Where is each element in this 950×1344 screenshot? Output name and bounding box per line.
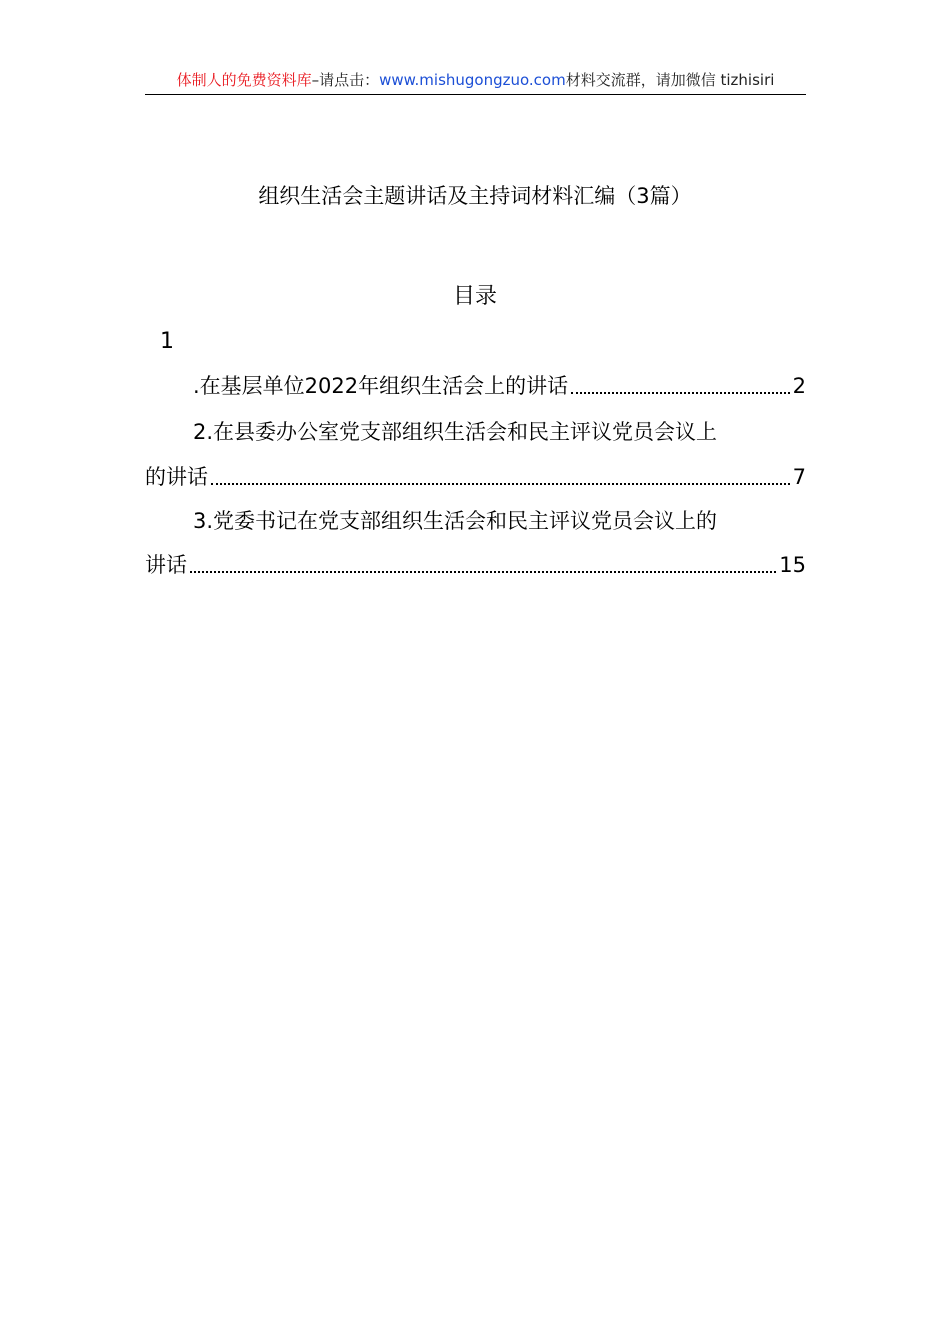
header-prompt: –请点击：: [311, 71, 380, 89]
toc-leader-dots: [571, 391, 790, 394]
toc-entry-2-line2[interactable]: [145, 461, 806, 493]
toc-entry-3-title-cont: 讲话: [145, 553, 187, 577]
toc-entry-2-line1[interactable]: [145, 416, 806, 448]
toc-leader-dots: [190, 570, 776, 573]
toc-entry-1-title: .在基层单位2022年组织生活会上的讲话: [193, 374, 569, 398]
toc-leader-dots: [211, 482, 790, 485]
toc-entry-3-line2[interactable]: [145, 549, 806, 581]
toc-heading: 目录: [452, 284, 497, 309]
toc-entry-2-title-cont: 的讲话: [145, 465, 208, 489]
header-brand: 体制人的免费资料库: [176, 71, 312, 89]
toc-entry-1[interactable]: [145, 370, 806, 402]
header-contact-text: 材料交流群，请加微信 tizhisiri: [565, 71, 775, 89]
toc-entry-3-line1[interactable]: [145, 505, 806, 537]
header-url-link[interactable]: www.mishugongzuo.com: [379, 71, 566, 89]
document-title: 组织生活会主题讲话及主持词材料汇编（3篇）: [258, 184, 692, 208]
toc-entry-1-page: 2: [792, 374, 806, 398]
toc-entry-2-title: 2.在县委办公室党支部组织生活会和民主评议党员会议上: [193, 420, 718, 444]
toc-entry-3-page: 15: [779, 553, 806, 577]
page-header: [145, 68, 806, 95]
toc-entry-2-page: 7: [792, 465, 806, 489]
toc-entry-3-title: 3.党委书记在党支部组织生活会和民主评议党员会议上的: [193, 509, 718, 533]
stray-number: 1: [160, 329, 174, 354]
